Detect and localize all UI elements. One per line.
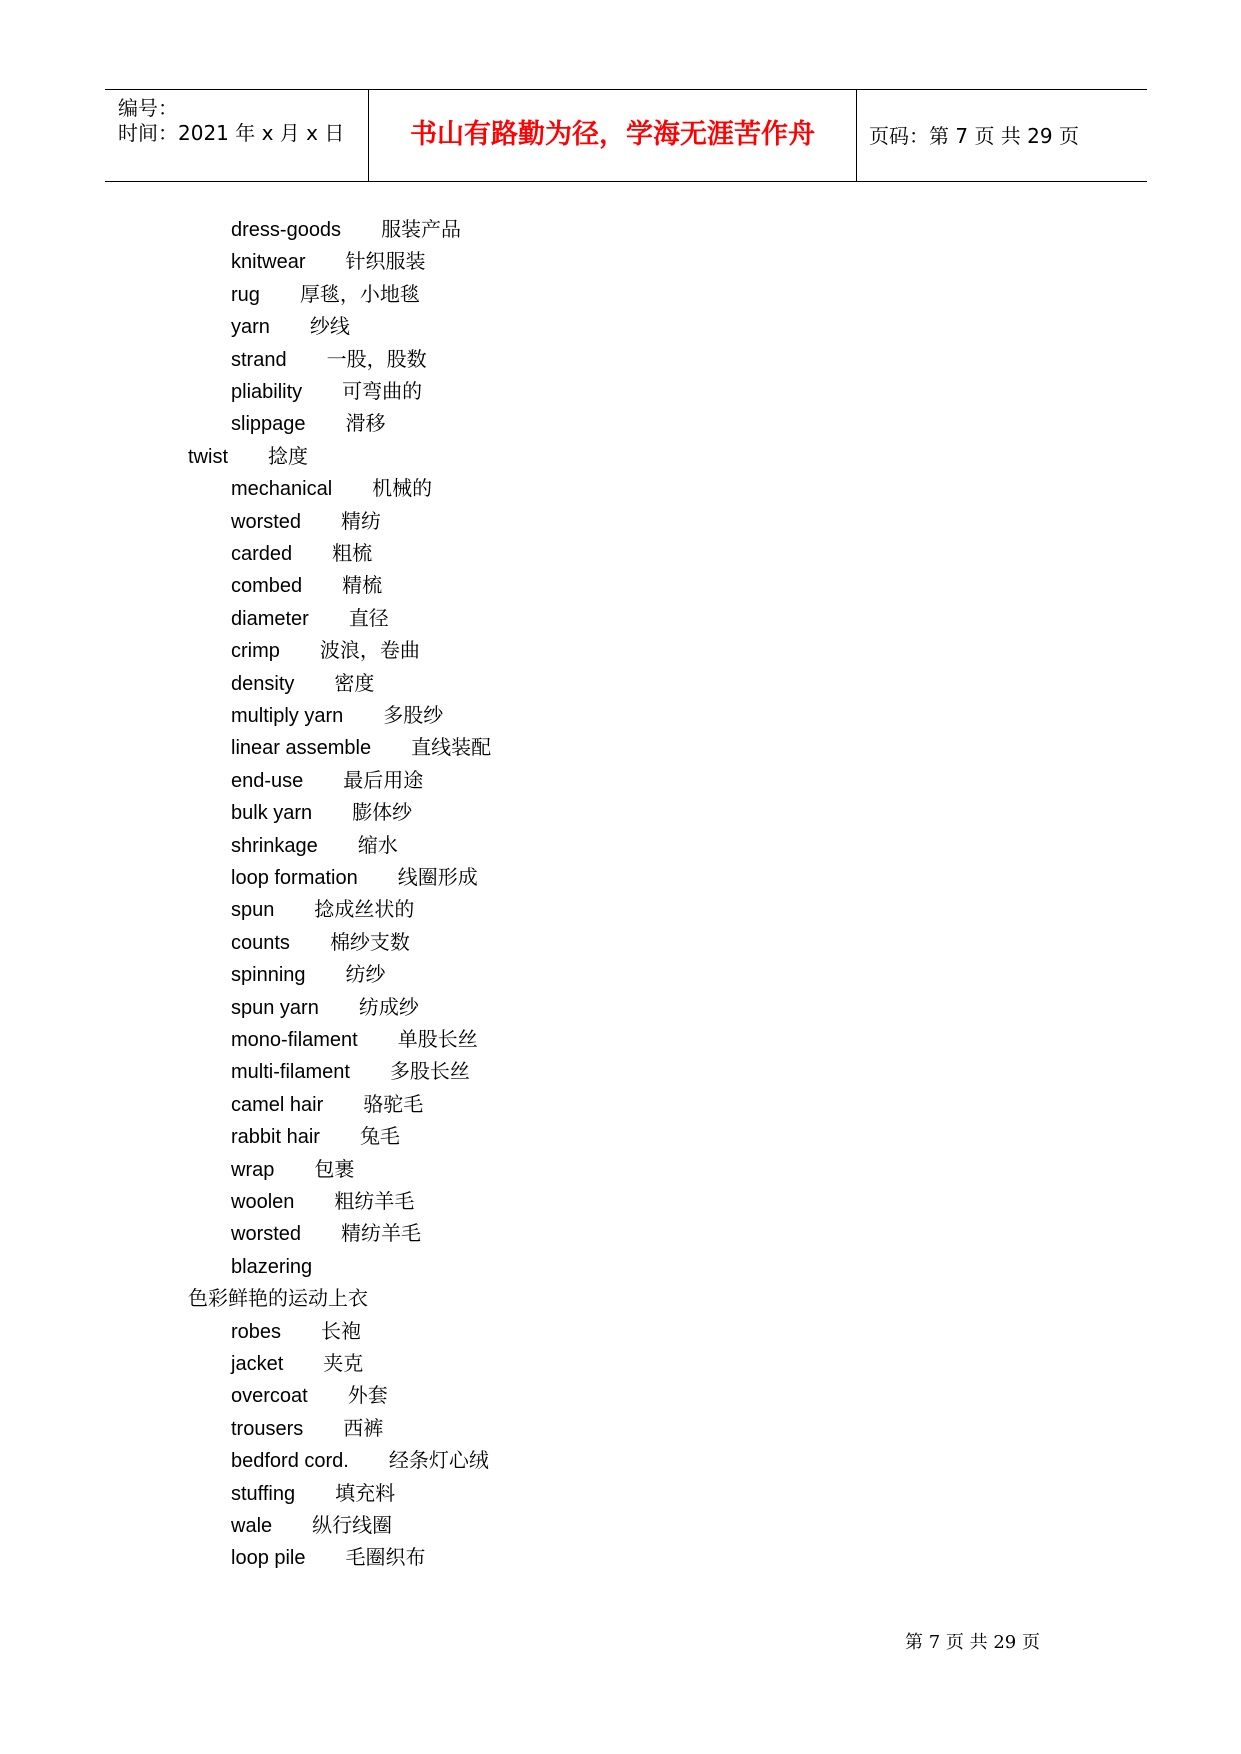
term-chinese: 纺成纱 [358, 994, 419, 1019]
glossary-entry [231, 1445, 489, 1475]
glossary-entry [231, 603, 389, 633]
term-english: combed [231, 575, 303, 598]
term-english: carded [231, 543, 293, 565]
glossary-entry [231, 1316, 361, 1346]
term-chinese: 直线装配 [411, 735, 492, 760]
term-chinese: 填充料 [335, 1480, 396, 1505]
glossary-entry [231, 927, 410, 957]
header-page-cell [857, 90, 1147, 181]
term-english: linear assemble [231, 737, 372, 760]
header-motto-cell [369, 90, 857, 181]
term-english: knitwear [231, 251, 306, 274]
term-english: trousers [231, 1417, 304, 1440]
term-chinese: 最后用途 [343, 767, 424, 792]
term-english: spinning [231, 964, 306, 987]
glossary-entry [231, 765, 423, 795]
term-english: bedford cord. [231, 1450, 349, 1473]
term-chinese: 纱线 [309, 314, 350, 339]
page-code-label: 页码：第 7 页 共 29 页 [869, 124, 1079, 148]
term-english: worsted [231, 1223, 302, 1246]
term-chinese: 骆驼毛 [363, 1091, 424, 1116]
term-chinese: 一股，股数 [326, 346, 427, 371]
glossary-entry [231, 1056, 470, 1086]
term-chinese: 直径 [348, 605, 389, 630]
glossary-entry [231, 1251, 312, 1281]
term-chinese: 厚毯，小地毯 [299, 281, 420, 306]
glossary-entry [231, 668, 374, 698]
term-chinese: 西裤 [343, 1415, 384, 1440]
term-english: loop pile [231, 1547, 306, 1570]
term-chinese: 可弯曲的 [342, 379, 423, 403]
term-english: mono-filament [231, 1029, 358, 1051]
glossary-entry [231, 214, 461, 244]
glossary-entry [231, 1154, 354, 1184]
term-english: stuffing [231, 1482, 296, 1505]
glossary-entry [188, 1283, 368, 1313]
term-chinese: 线圈形成 [397, 865, 478, 889]
term-chinese: 滑移 [345, 411, 386, 436]
term-chinese: 膨体纱 [352, 800, 413, 825]
glossary-entry [231, 1510, 392, 1540]
term-english: diameter [231, 607, 309, 630]
term-chinese: 兔毛 [359, 1124, 400, 1149]
glossary-entry [231, 1413, 383, 1443]
term-english: dress-goods [231, 219, 342, 241]
term-chinese: 包裹 [314, 1156, 355, 1181]
term-english: worsted [231, 510, 302, 533]
term-chinese: 单股长丝 [397, 1027, 478, 1051]
term-english: spun yarn [231, 996, 319, 1019]
term-english: rug [231, 283, 260, 306]
term-english: multi-filament [231, 1061, 350, 1084]
term-chinese: 捻度 [268, 443, 308, 468]
term-chinese: 精纺羊毛 [341, 1221, 422, 1246]
term-chinese: 棉纱支数 [329, 929, 410, 954]
term-chinese: 机械的 [372, 476, 433, 501]
glossary-entry [231, 538, 372, 568]
glossary-entry [231, 344, 427, 374]
term-english: slippage [231, 413, 306, 436]
term-chinese: 夹克 [323, 1351, 364, 1375]
glossary-entry [231, 506, 381, 536]
header-info-cell [105, 90, 369, 181]
glossary-entry [231, 1218, 421, 1248]
glossary-entry [231, 1186, 414, 1216]
term-chinese: 精纺 [341, 508, 382, 533]
page-footer: 第 7 页 共 29 页 [905, 1632, 1040, 1653]
term-chinese: 波浪，卷曲 [319, 638, 420, 663]
glossary-entry [231, 862, 478, 892]
term-english: twist [188, 445, 228, 468]
glossary-entry [231, 473, 432, 503]
doc-number-label: 编号： [118, 96, 178, 120]
glossary-entry [231, 1089, 423, 1119]
glossary-entry [231, 894, 414, 924]
term-chinese: 粗梳 [332, 541, 373, 565]
glossary-entry [231, 1348, 363, 1378]
glossary-entry [231, 1121, 400, 1151]
term-chinese: 缩水 [357, 832, 398, 857]
term-english: rabbit hair [231, 1126, 320, 1149]
term-english: jacket [231, 1353, 284, 1375]
term-chinese: 针织服装 [345, 249, 426, 274]
term-chinese: 长袍 [321, 1318, 362, 1343]
term-english: strand [231, 348, 287, 371]
term-english: robes [231, 1320, 282, 1343]
glossary-entry [231, 311, 350, 341]
term-english: camel hair [231, 1093, 324, 1116]
glossary-entry [231, 959, 386, 989]
term-chinese: 粗纺羊毛 [334, 1189, 415, 1213]
glossary-entry [231, 1542, 426, 1572]
term-english: loop formation [231, 867, 358, 889]
term-english: wrap [231, 1158, 275, 1181]
term-english: density [231, 672, 295, 695]
glossary-entry [231, 797, 412, 827]
term-english: counts [231, 931, 290, 954]
glossary-entry [188, 441, 308, 471]
term-chinese: 色彩鲜艳的运动上衣 [188, 1286, 368, 1311]
term-chinese: 多股纱 [383, 703, 444, 727]
glossary-entry [231, 1024, 478, 1054]
term-chinese: 捻成丝状的 [314, 897, 415, 922]
term-chinese: 纺纱 [345, 962, 386, 987]
glossary-entry [231, 279, 420, 309]
term-english: spun [231, 899, 275, 922]
glossary-entry [231, 376, 422, 406]
term-english: bulk yarn [231, 802, 313, 825]
term-english: yarn [231, 316, 270, 339]
glossary-entry [231, 830, 398, 860]
glossary-entry [231, 570, 382, 600]
term-english: woolen [231, 1191, 295, 1213]
term-english: crimp [231, 640, 280, 663]
term-english: shrinkage [231, 834, 318, 857]
glossary-entry [231, 1380, 388, 1410]
term-chinese: 外套 [347, 1383, 388, 1408]
term-chinese: 密度 [334, 670, 375, 695]
term-english: overcoat [231, 1385, 308, 1408]
glossary-entry [231, 732, 491, 762]
term-english: mechanical [231, 478, 333, 501]
page-header [105, 89, 1147, 182]
term-chinese: 毛圈织布 [345, 1545, 426, 1570]
term-english: multiply yarn [231, 705, 344, 727]
term-english: blazering [231, 1255, 313, 1278]
glossary-entry [231, 635, 420, 665]
glossary-entry [231, 246, 425, 276]
glossary-entry [231, 700, 443, 730]
term-chinese: 纵行线圈 [312, 1513, 393, 1537]
glossary-entry [231, 408, 386, 438]
doc-time-label: 时间：2021 年 x 月 x 日 [118, 121, 345, 145]
term-english: pliability [231, 381, 303, 403]
term-english: wale [231, 1515, 273, 1537]
term-chinese: 服装产品 [381, 217, 462, 241]
motto-text: 书山有路勤为径，学海无涯苦作舟 [410, 119, 815, 150]
glossary-entry [231, 992, 419, 1022]
glossary-entry [231, 1478, 395, 1508]
term-chinese: 多股长丝 [389, 1059, 470, 1084]
term-chinese: 经条灯心绒 [388, 1448, 489, 1473]
term-chinese: 精梳 [342, 573, 383, 598]
term-english: end-use [231, 769, 304, 792]
